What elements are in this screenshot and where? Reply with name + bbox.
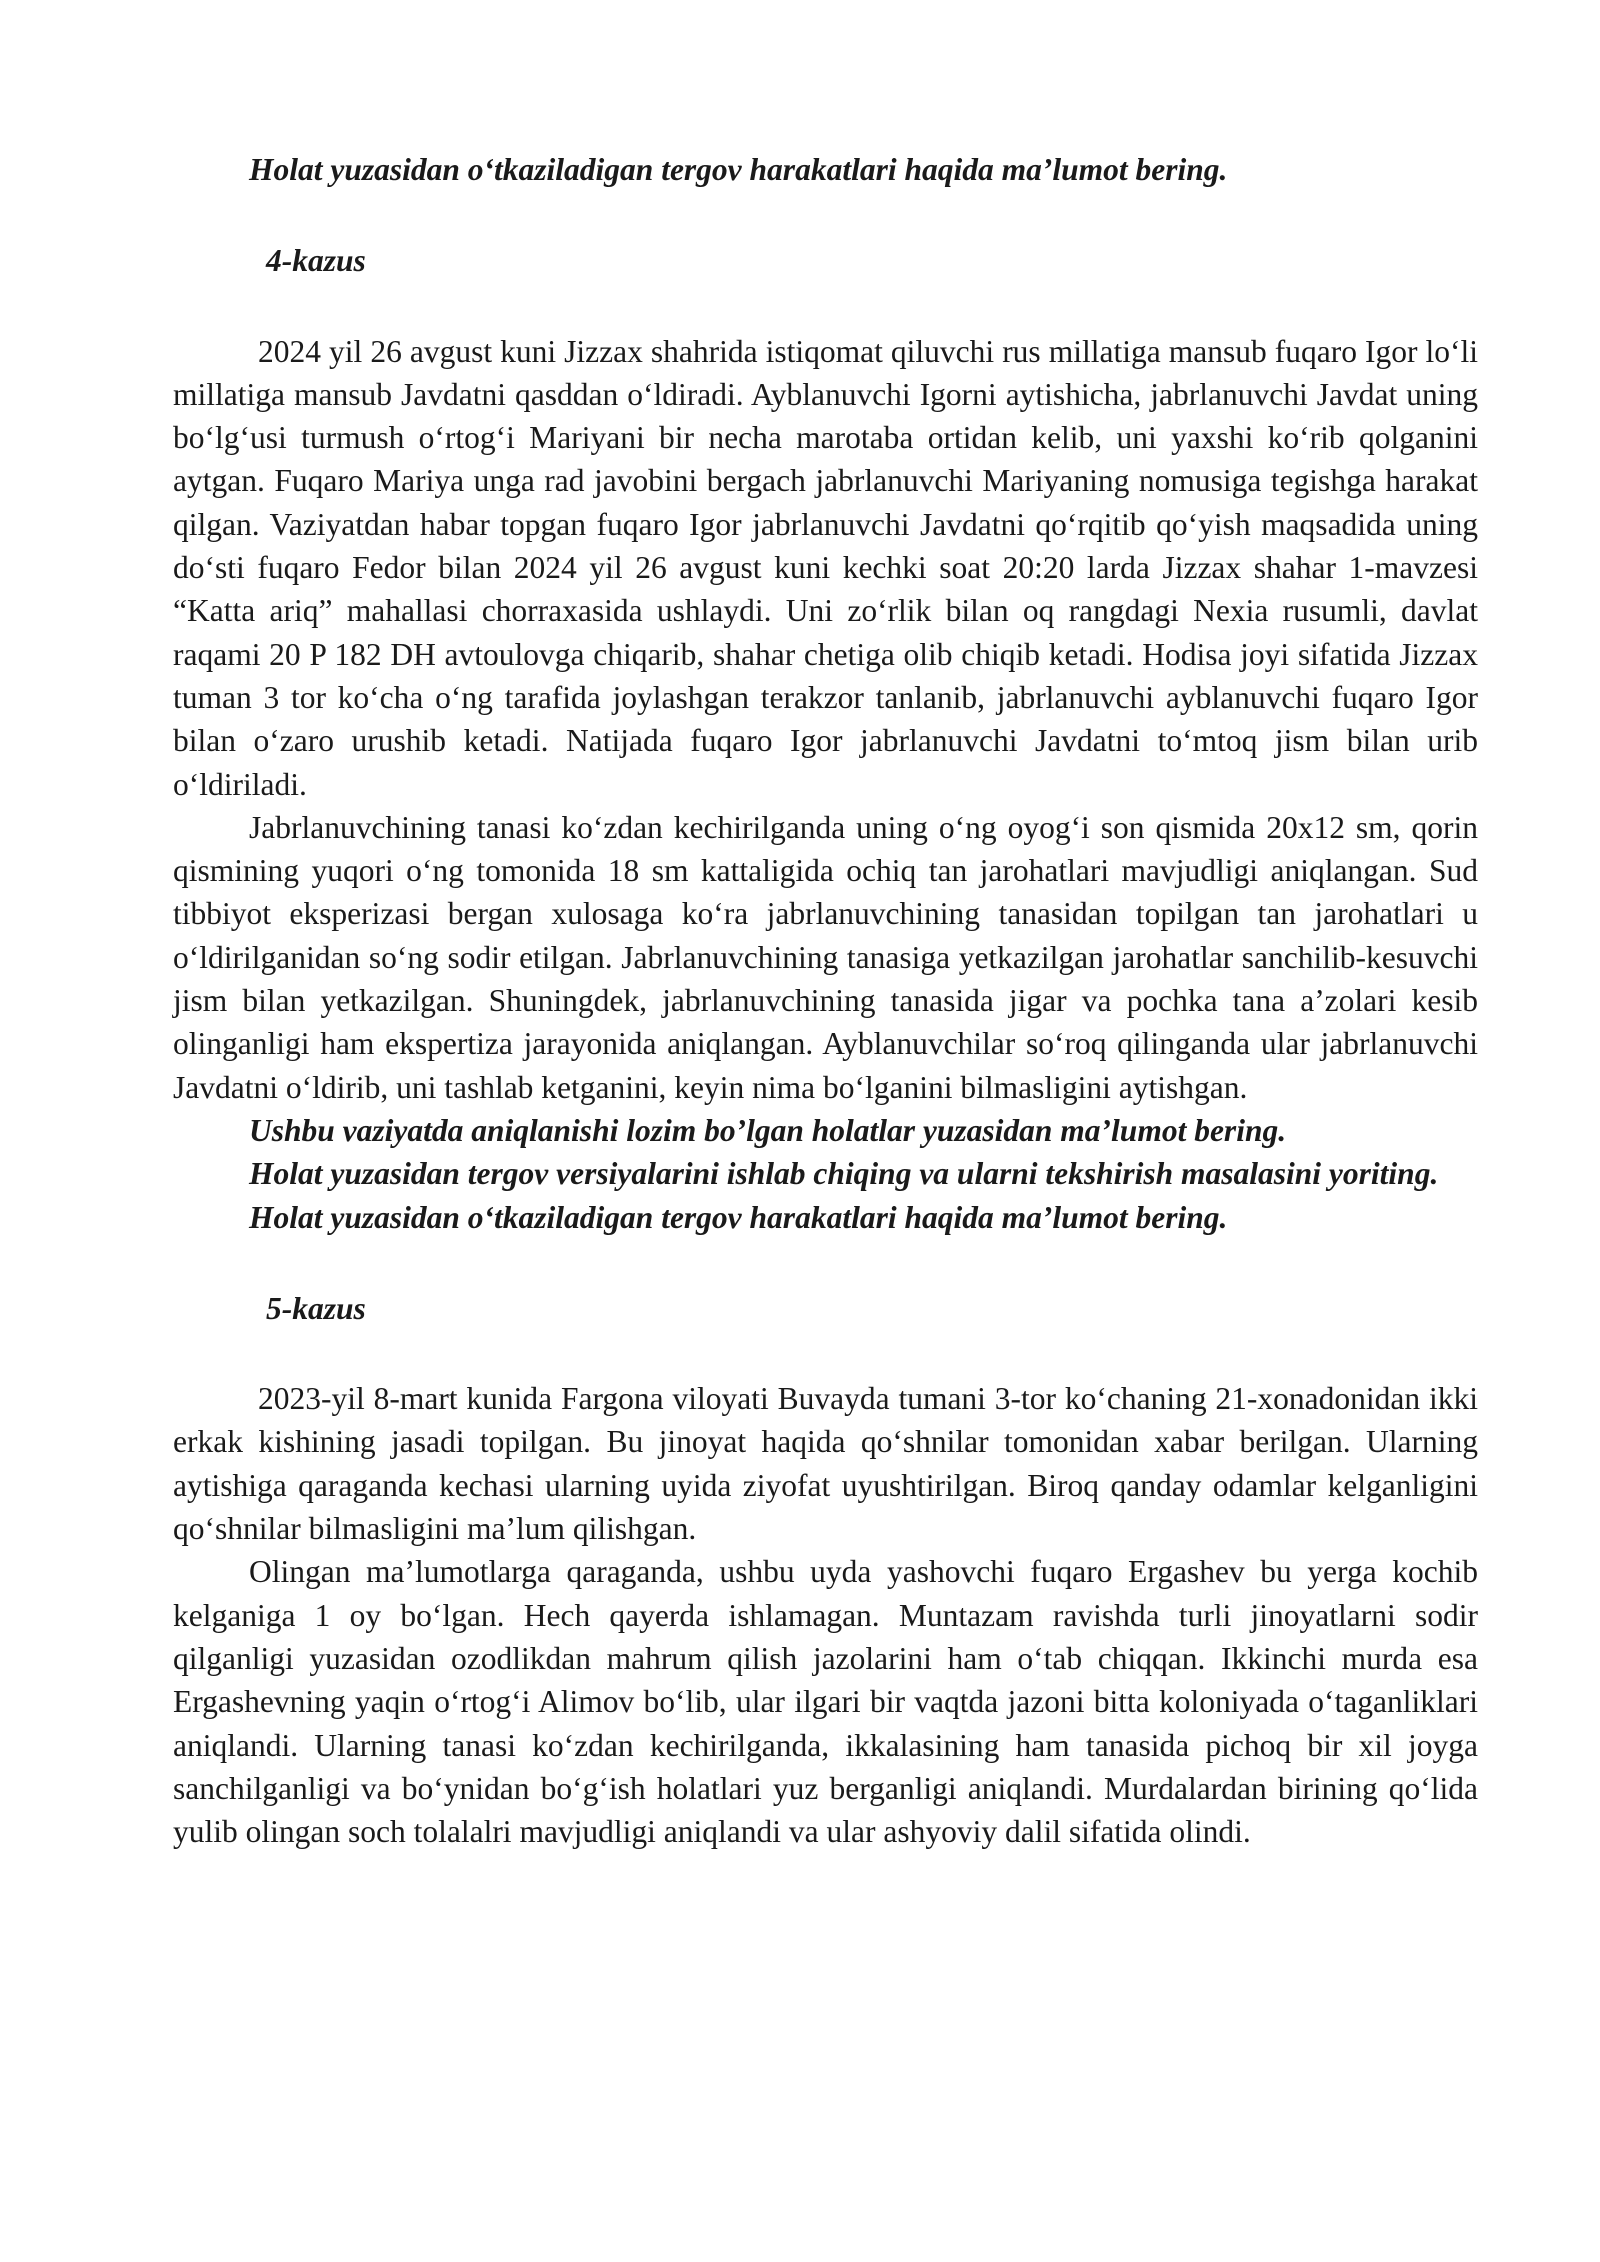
- question-top: Holat yuzasidan o‘tkaziladigan tergov harakatlari haqida ma’lumot bering.: [249, 152, 1228, 187]
- document-page: [173, 148, 1478, 1853]
- case-4-question-3: Holat yuzasidan o‘tkaziladigan tergov harakatlari haqida ma’lumot bering.: [249, 1199, 1228, 1235]
- case-4-paragraph-1: 2024 yil 26 avgust kuni Jizzax shahrida istiqomat qiluvchi rus millatiga mansub fuqaro Igor lo‘li millatiga mansub Javdatni qasddan o‘ldiradi. Ayblanuvchi Igorni aytishicha, jabrlanuvchi Javdat uning bo‘lg‘usi turmush o‘rtog‘i Mariyani bir necha marotaba ortidan kelib, uni yaxshi ko‘rib qolganini aytgan. Fuqaro Mariya unga rad javobini bergach jabrlanuvchi Mariyaning nomusiga tegishga harakat qilgan. Vaziyatdan habar topgan fuqaro Igor jabrlanuvchi Javdatni qo‘rqitib qo‘yish maqsadida uning do‘sti fuqaro Fedor bilan 2024 yil 26 avgust kuni kechki soat 20:20 larda Jizzax shahar 1-mavzesi “Katta ariq” mahallasi chorraxasida ushlaydi. Uni zo‘rlik bilan oq rangdagi Nexia rusumli, davlat raqami 20 P 182 DH avtoulovga chiqarib, shahar chetiga olib chiqib ketadi. Hodisa joyi sifatida Jizzax tuman 3 tor ko‘cha o‘ng tarafida joylashgan terakzor tanlanib, jabrlanuvchi ayblanuvchi fuqaro Igor bilan o‘zaro urushib ketadi. Natijada fuqaro Igor jabrlanuvchi Javdatni to‘mtoq jism bilan urib o‘ldiriladi.: [173, 333, 1478, 802]
- case-4-paragraph-2: Jabrlanuvchining tanasi ko‘zdan kechirilganda uning o‘ng oyog‘i son qismida 20x12 sm, qorin qismining yuqori o‘ng tomonida 18 sm kattaligida ochiq tan jarohatlari mavjudligi aniqlangan. Sud tibbiyot eksperizasi bergan xulosaga ko‘ra jabrlanuvchining tanasidan topilgan tan jarohatlari u o‘ldirilganidan so‘ng sodir etilgan. Jabrlanuvchining tanasiga yetkazilgan jarohatlar sanchilib-kesuvchi jism bilan yetkazilgan. Shuningdek, jabrlanuvchining tanasida jigar va pochka tana a’zolari kesib olinganligi ham ekspertiza jarayonida aniqlangan. Ayblanuvchilar so‘roq qilinganda ular jabrlanuvchi Javdatni o‘ldirib, uni tashlab ketganini, keyin nima bo‘lganini bilmasligini aytishgan.: [173, 809, 1478, 1105]
- case-5-paragraph-1: 2023-yil 8-mart kunida Fargona viloyati Buvayda tumani 3-tor ko‘chaning 21-xonadonidan ikki erkak kishining jasadi topilgan. Bu jinoyat haqida qo‘shnilar tomonidan xabar berilgan. Ularning aytishiga qaraganda kechasi ularning uyida ziyofat uyushtirilgan. Biroq qanday odamlar kelganligini qo‘shnilar bilmasligini ma’lum qilishgan.: [173, 1381, 1478, 1547]
- case-5-title: 5-kazus: [266, 1290, 366, 1326]
- case-4-question-2: Holat yuzasidan tergov versiyalarini ishlab chiqing va ularni tekshirish masalasini yoriting.: [249, 1156, 1439, 1192]
- case-4-question-1: Ushbu vaziyatda aniqlanishi lozim bo’lgan holatlar yuzasidan ma’lumot bering.: [249, 1112, 1287, 1148]
- case-4-title: 4-kazus: [266, 243, 366, 279]
- case-5-paragraph-2: Olingan ma’lumotlarga qaraganda, ushbu uyda yashovchi fuqaro Ergashev bu yerga kochib kelganiga 1 oy bo‘lgan. Hech qayerda ishlamagan. Muntazam ravishda turli jinoyatlarni sodir qilganligi yuzasidan ozodlikdan mahrum qilish jazolarini ham o‘tab chiqqan. Ikkinchi murda esa Ergashevning yaqin o‘rtog‘i Alimov bo‘lib, ular ilgari bir vaqtda jazoni bitta koloniyada o‘taganliklari aniqlandi. Ularning tanasi ko‘zdan kechirilganda, ikkalasining ham tanasida pichoq bir xil joyga sanchilganligi va bo‘ynidan bo‘g‘ish holatlari yuz berganligi aniqlandi. Murdalardan birining qo‘lida yulib olingan soch tolalalri mavjudligi aniqlandi va ular ashyoviy dalil sifatida olindi.: [173, 1554, 1478, 1850]
